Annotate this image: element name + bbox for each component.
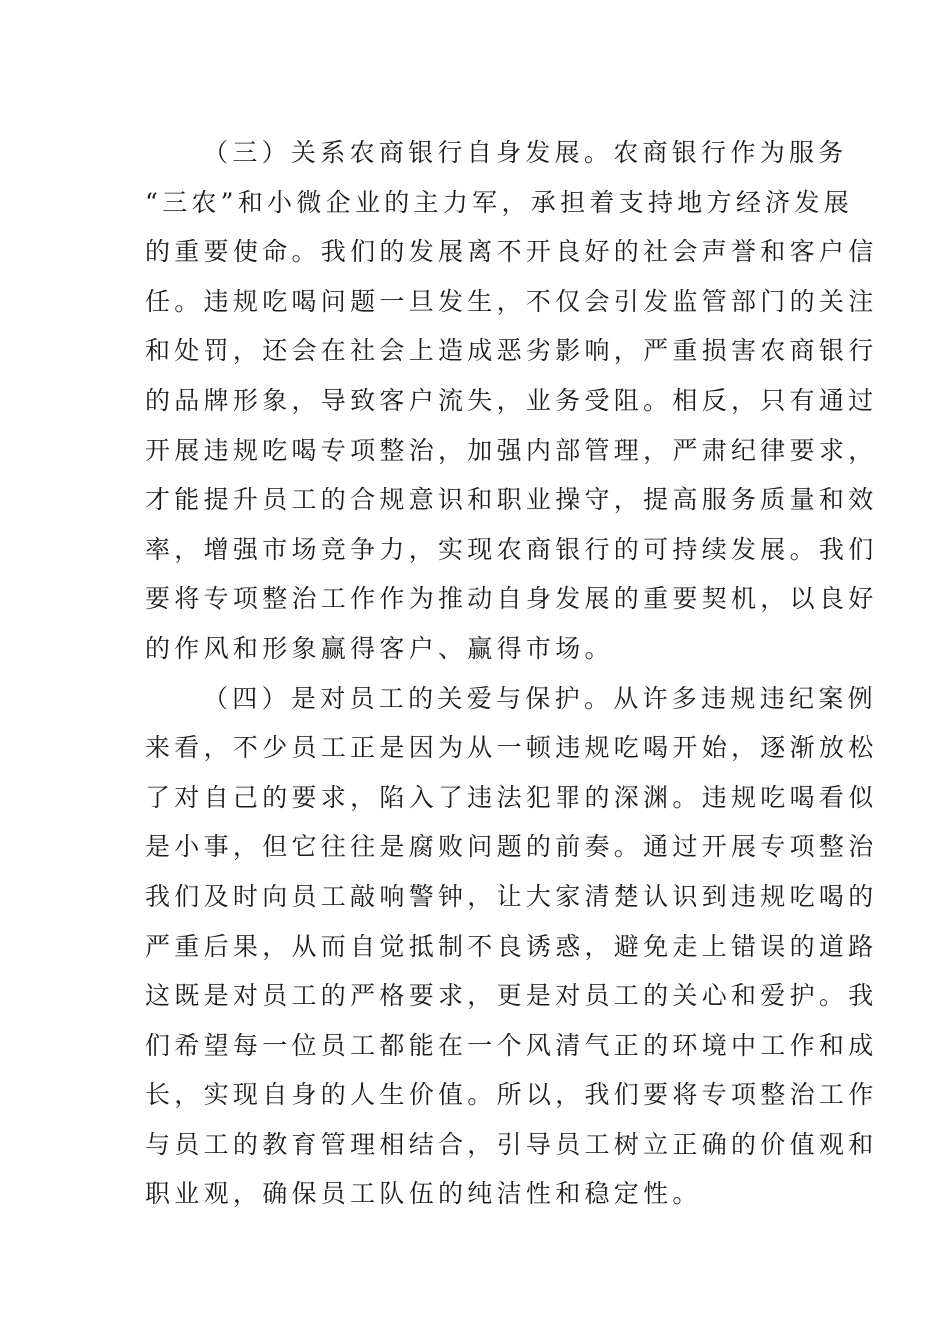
paragraph-section-three [145, 128, 878, 674]
paragraph-line: 开展违规吃喝专项整治，加强内部管理，严肃纪律要求， [145, 435, 878, 465]
paragraph-line: 任。违规吃喝问题一旦发生，不仅会引发监管部门的关注 [145, 286, 878, 316]
paragraph-line: 来看，不少员工正是因为从一顿违规吃喝开始，逐渐放松 [145, 733, 878, 763]
paragraph-line: 严重后果，从而自觉抵制不良诱惑，避免走上错误的道路 [145, 931, 878, 961]
paragraph-line: 和处罚，还会在社会上造成恶劣影响，严重损害农商银行 [145, 336, 878, 366]
paragraph-line: （四）是对员工的关爱与保护。从许多违规违纪案例 [203, 683, 877, 713]
paragraph-line: 的作风和形象赢得客户、赢得市场。 [145, 633, 614, 663]
paragraph-line: 我们及时向员工敲响警钟，让大家清楚认识到违规吃喝的 [145, 881, 878, 911]
paragraph-line: 的重要使命。我们的发展离不开良好的社会声誉和客户信 [145, 237, 878, 267]
paragraph-line: 了对自己的要求，陷入了违法犯罪的深渊。违规吃喝看似 [145, 782, 878, 812]
paragraph-line: 才能提升员工的合规意识和职业操守，提高服务质量和效 [145, 485, 878, 515]
paragraph-line: （三）关系农商银行自身发展。农商银行作为服务 [203, 138, 848, 167]
paragraph-line: 是小事，但它往往是腐败问题的前奏。通过开展专项整治 [145, 832, 878, 862]
paragraph-line: 要将专项整治工作作为推动自身发展的重要契机，以良好 [145, 584, 878, 614]
document-body [145, 128, 878, 1219]
paragraph-line: 长，实现自身的人生价值。所以，我们要将专项整治工作 [145, 1080, 878, 1110]
paragraph-line: 与员工的教育管理相结合，引导员工树立正确的价值观和 [145, 1129, 878, 1159]
paragraph-line: 的品牌形象，导致客户流失，业务受阻。相反，只有通过 [145, 385, 878, 415]
paragraph-line: 职业观，确保员工队伍的纯洁性和稳定性。 [145, 1179, 702, 1209]
paragraph-section-four [145, 674, 878, 1220]
paragraph-line: 们希望每一位员工都能在一个风清气正的环境中工作和成 [145, 1030, 878, 1060]
paragraph-line: “三农”和小微企业的主力军，承担着支持地方经济发展 [145, 187, 854, 217]
paragraph-line: 这既是对员工的严格要求，更是对员工的关心和爱护。我 [145, 981, 878, 1011]
paragraph-line: 率，增强市场竞争力，实现农商银行的可持续发展。我们 [145, 534, 878, 564]
